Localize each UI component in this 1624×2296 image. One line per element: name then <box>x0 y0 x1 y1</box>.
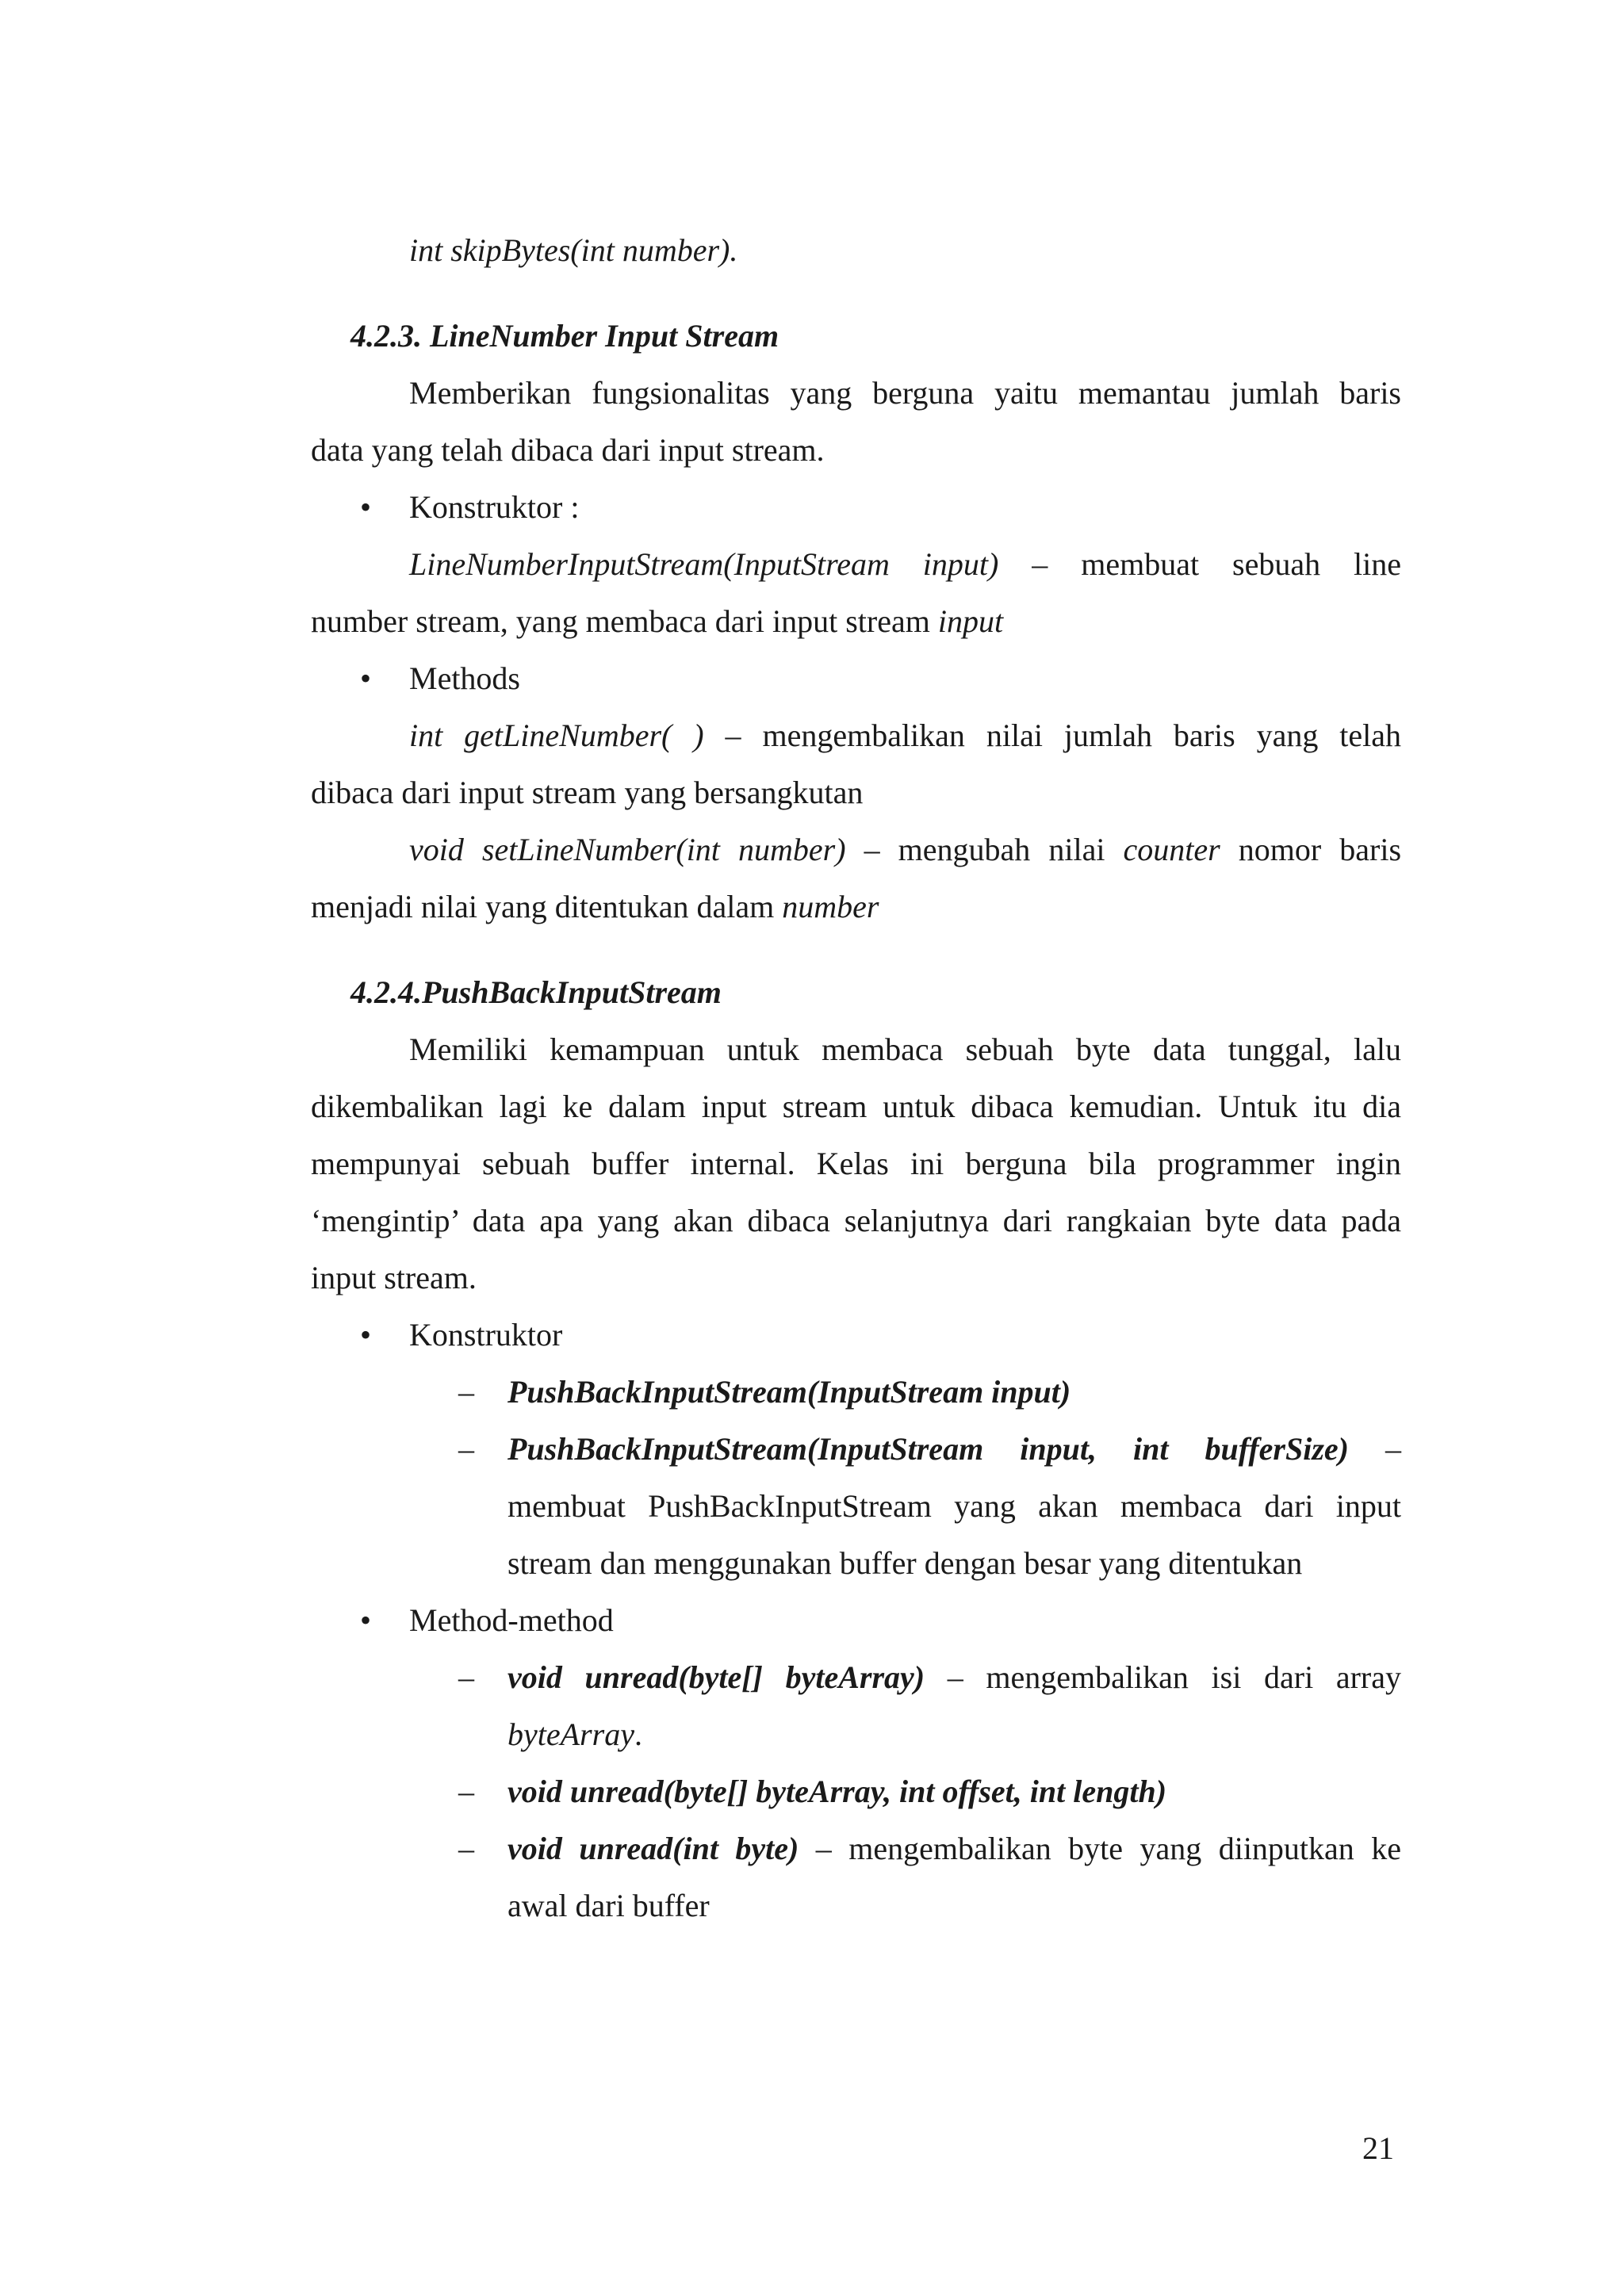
dash-text: – <box>1385 1431 1402 1467</box>
method-signature: int getLineNumber( ) <box>409 718 704 753</box>
method-signature: void unread(int byte) <box>508 1831 799 1866</box>
paragraph-line: dibaca dari input stream yang bersangkutan <box>311 775 864 810</box>
method-desc-text <box>864 832 1401 867</box>
method-signature: void setLineNumber(int number) <box>409 832 846 867</box>
dash-glyph: – <box>458 1831 474 1866</box>
paragraph-line: mempunyai sebuah buffer internal. Kelas ini berguna bila programmer ingin <box>311 1146 1401 1181</box>
desc-italic: byteArray <box>508 1716 634 1752</box>
paragraph-line: membuat PushBackInputStream yang akan membaca dari input <box>508 1488 1401 1524</box>
bullet-glyph: • <box>360 1317 372 1353</box>
page-number: 21 <box>1362 2130 1394 2166</box>
constructor-desc-text: – membuat sebuah line <box>1032 546 1401 582</box>
desc-text: nomor baris <box>1220 832 1402 867</box>
method-desc-text: – mengembalikan byte yang diinputkan ke <box>815 1831 1402 1866</box>
bullet-glyph: • <box>360 489 372 525</box>
method-desc-text: – mengembalikan isi dari array <box>947 1659 1401 1695</box>
method-description <box>409 834 1401 866</box>
paragraph-line: ‘mengintip’ data apa yang akan dibaca selanjutnya dari rangkaian byte data pada <box>311 1203 1401 1238</box>
constructor-description <box>409 546 1401 582</box>
paragraph-line: Memberikan fungsionalitas yang berguna yaitu memantau jumlah baris <box>409 375 1401 411</box>
bullet-label-konstruktor: Konstruktor : <box>409 489 580 525</box>
desc-text: menjadi nilai yang ditentukan dalam <box>311 889 783 924</box>
method-description <box>508 1833 1401 1865</box>
desc-italic: input <box>937 603 1004 639</box>
paragraph-line: data yang telah dibaca dari input stream. <box>311 432 825 468</box>
paragraph-line: awal dari buffer <box>508 1888 710 1923</box>
method-description <box>508 1659 1401 1695</box>
paragraph-line: Memiliki kemampuan untuk membaca sebuah byte data tunggal, lalu <box>409 1031 1401 1067</box>
bullet-glyph: • <box>360 660 372 696</box>
desc-italic: number <box>782 889 879 924</box>
dash-glyph: – <box>458 1374 474 1410</box>
bullet-label-methods: Method-method <box>409 1602 614 1638</box>
bullet-label-konstruktor: Konstruktor <box>409 1317 563 1353</box>
method-signature: void unread(byte[] byteArray, int offset, int length) <box>508 1774 1167 1809</box>
desc-italic: counter <box>1123 832 1220 867</box>
method-description <box>409 720 1401 752</box>
paragraph-line: stream dan menggunakan buffer dengan besar yang ditentukan <box>508 1545 1303 1581</box>
section-heading-4-2-3: 4.2.3. LineNumber Input Stream <box>350 318 779 354</box>
section-heading-4-2-4: 4.2.4.PushBackInputStream <box>350 974 722 1010</box>
paragraph-line: input stream. <box>311 1260 477 1295</box>
paragraph-line: dikembalikan lagi ke dalam input stream untuk dibaca kemudian. Untuk itu dia <box>311 1089 1401 1124</box>
desc-text: – mengubah nilai <box>864 832 1124 867</box>
constructor-signature-line <box>508 1433 1401 1465</box>
desc-text: . <box>634 1716 642 1752</box>
constructor-signature: PushBackInputStream(InputStream input) <box>508 1374 1071 1410</box>
method-signature-skipbytes: int skipBytes(int number). <box>409 232 738 268</box>
paragraph-line <box>508 1716 642 1752</box>
desc-text: number stream, yang membaca dari input stream <box>311 603 938 639</box>
constructor-signature: PushBackInputStream(InputStream input, int bufferSize) <box>508 1431 1349 1467</box>
method-signature: void unread(byte[] byteArray) <box>508 1659 925 1695</box>
paragraph-line <box>311 891 879 923</box>
dash-glyph: – <box>458 1431 474 1467</box>
method-desc-text: – mengembalikan nilai jumlah baris yang telah <box>725 718 1402 753</box>
bullet-glyph: • <box>360 1602 372 1638</box>
dash-glyph: – <box>458 1774 474 1809</box>
paragraph-line <box>311 603 1004 639</box>
dash-glyph: – <box>458 1659 474 1695</box>
bullet-label-methods: Methods <box>409 660 520 696</box>
constructor-signature: LineNumberInputStream(InputStream input) <box>409 546 999 582</box>
